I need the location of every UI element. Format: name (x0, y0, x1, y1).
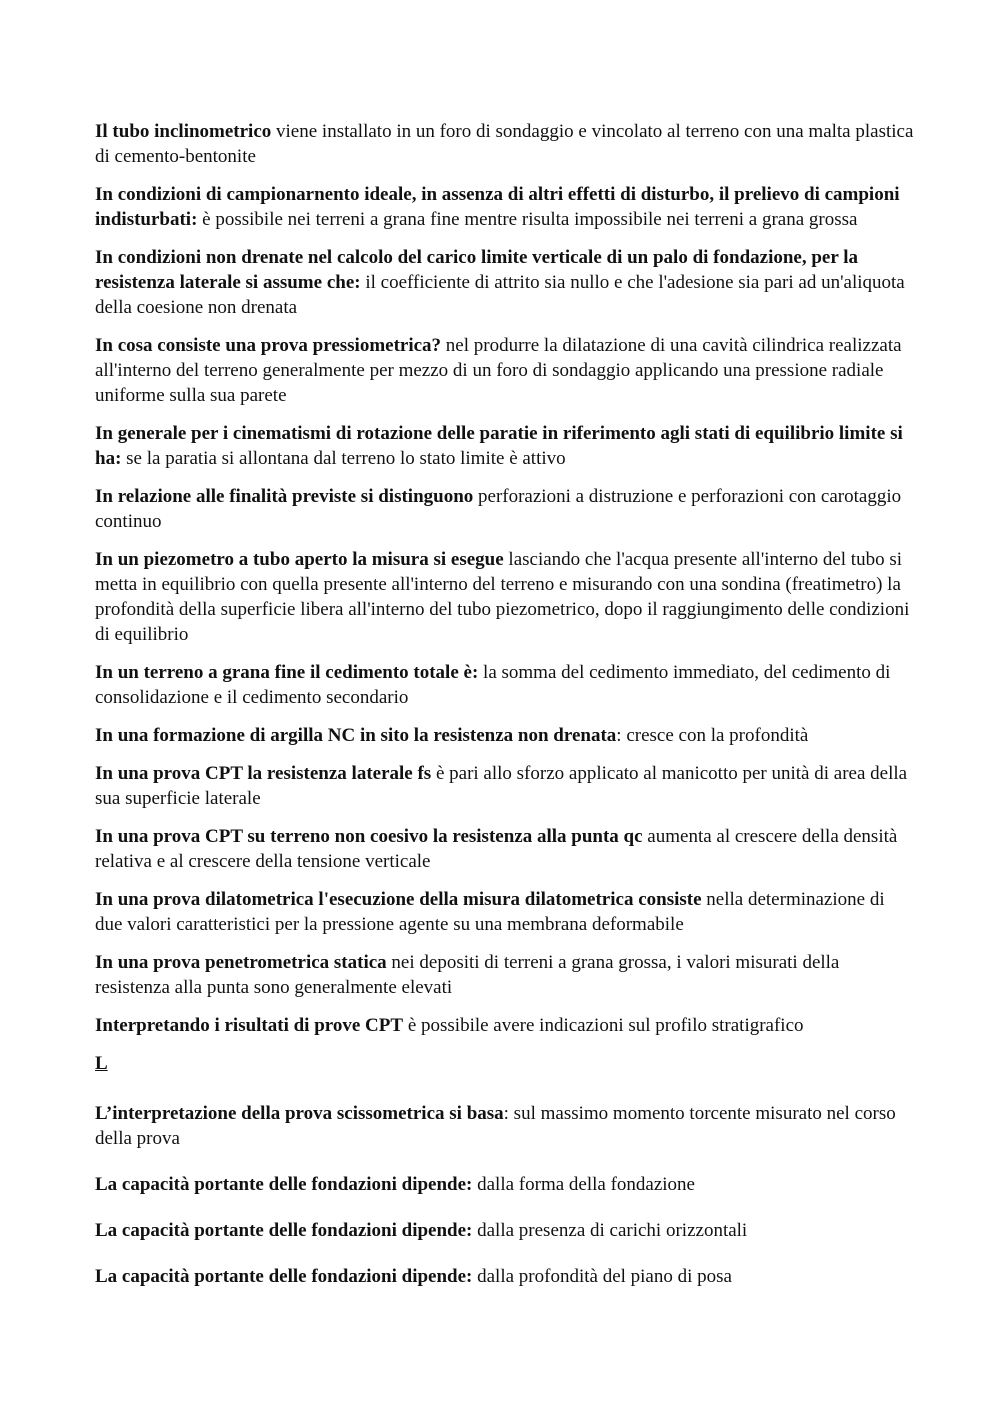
answer-text: dalla forma della fondazione (472, 1174, 695, 1195)
qa-entry (95, 1218, 915, 1243)
question-text: Interpretando i risultati di prove CPT (95, 1015, 404, 1036)
question-text: La capacità portante delle fondazioni dipende: (95, 1174, 473, 1195)
qa-entry (95, 547, 915, 647)
question-text: In una prova CPT la resistenza laterale fs (95, 763, 432, 784)
qa-entry (95, 245, 915, 320)
answer-text: è possibile nei terreni a grana fine mentre risulta impossibile nei terreni a grana grossa (197, 209, 858, 230)
answer-text: lasciando che l'acqua presente all'interno del tubo si metta in equilibrio con quella presente all'interno del terreno e misurando con una sondina (freatimetro) la profondità della superficie libera all'interno del tubo piezometrico, dopo il raggiungimento delle condizioni di equilibrio (95, 549, 910, 645)
answer-text: nei depositi di terreni a grana grossa, i valori misurati della resistenza alla punta sono generalmente elevati (95, 952, 840, 998)
qa-entry (95, 660, 915, 710)
section-letter-heading: L (95, 1053, 108, 1074)
question-text: In una prova CPT su terreno non coesivo la resistenza alla punta qc (95, 826, 643, 847)
qa-entry (95, 421, 915, 471)
question-text: In una formazione di argilla NC in sito la resistenza non drenata (95, 725, 617, 746)
question-text: La capacità portante delle fondazioni dipende: (95, 1220, 473, 1241)
qa-entry (95, 761, 915, 811)
question-text: In una prova penetrometrica statica (95, 952, 387, 973)
question-text: In una prova dilatometrica l'esecuzione della misura dilatometrica consiste (95, 889, 702, 910)
qa-entry (95, 119, 915, 169)
answer-text: : cresce con la profondità (616, 725, 809, 746)
question-text: In relazione alle finalità previste si distinguono (95, 486, 474, 507)
qa-entry (95, 1172, 915, 1197)
answer-text: viene installato in un foro di sondaggio e vincolato al terreno con una malta plastica di cemento-bentonite (95, 121, 914, 167)
qa-entry (95, 182, 915, 232)
qa-entry (95, 1013, 915, 1038)
question-text: L’interpretazione della prova scissometrica si basa (95, 1103, 504, 1124)
answer-text: la somma del cedimento immediato, del cedimento di consolidazione e il cedimento secondario (95, 662, 891, 708)
answer-text: nella determinazione di due valori caratteristici per la pressione agente su una membrana deformabile (95, 889, 885, 935)
question-text: In un piezometro a tubo aperto la misura si esegue (95, 549, 504, 570)
question-text: In generale per i cinematismi di rotazione delle paratie in riferimento agli stati di equilibrio limite si ha: (95, 423, 903, 469)
qa-entry (95, 950, 915, 1000)
answer-text: dalla presenza di carichi orizzontali (472, 1220, 748, 1241)
question-text: In cosa consiste una prova pressiometrica? (95, 335, 442, 356)
question-text: Il tubo inclinometrico (95, 121, 272, 142)
qa-entry (95, 723, 915, 748)
qa-entry (95, 484, 915, 534)
question-text: La capacità portante delle fondazioni dipende: (95, 1266, 473, 1287)
question-text: In condizioni di campionarnento ideale, in assenza di altri effetti di disturbo, il prelievo di campioni indisturbati: (95, 184, 900, 230)
qa-entry (95, 887, 915, 937)
question-text: In un terreno a grana fine il cedimento totale è: (95, 662, 479, 683)
answer-text: è possibile avere indicazioni sul profilo stratigrafico (403, 1015, 804, 1036)
page-content (95, 119, 915, 1310)
qa-entry (95, 824, 915, 874)
answer-text: nel produrre la dilatazione di una cavità cilindrica realizzata all'interno del terreno generalmente per mezzo di un foro di sondaggio applicando una pressione radiale uniforme sulla sua parete (95, 335, 902, 406)
qa-entry (95, 333, 915, 408)
answer-text: dalla profondità del piano di posa (472, 1266, 732, 1287)
answer-text: se la paratia si allontana dal terreno lo stato limite è attivo (121, 448, 566, 469)
qa-entry (95, 1264, 915, 1289)
answer-text: aumenta al crescere della densità relativa e al crescere della tensione verticale (95, 826, 898, 872)
answer-text: il coefficiente di attrito sia nullo e che l'adesione sia pari ad un'aliquota della coesione non drenata (95, 272, 905, 318)
answer-text: : sul massimo momento torcente misurato nel corso della prova (95, 1103, 896, 1149)
qa-entry (95, 1101, 915, 1151)
answer-text: perforazioni a distruzione e perforazioni con carotaggio continuo (95, 486, 902, 532)
answer-text: è pari allo sforzo applicato al manicotto per unità di area della sua superficie laterale (95, 763, 908, 809)
question-text: In condizioni non drenate nel calcolo del carico limite verticale di un palo di fondazione, per la resistenza laterale si assume che: (95, 247, 858, 293)
